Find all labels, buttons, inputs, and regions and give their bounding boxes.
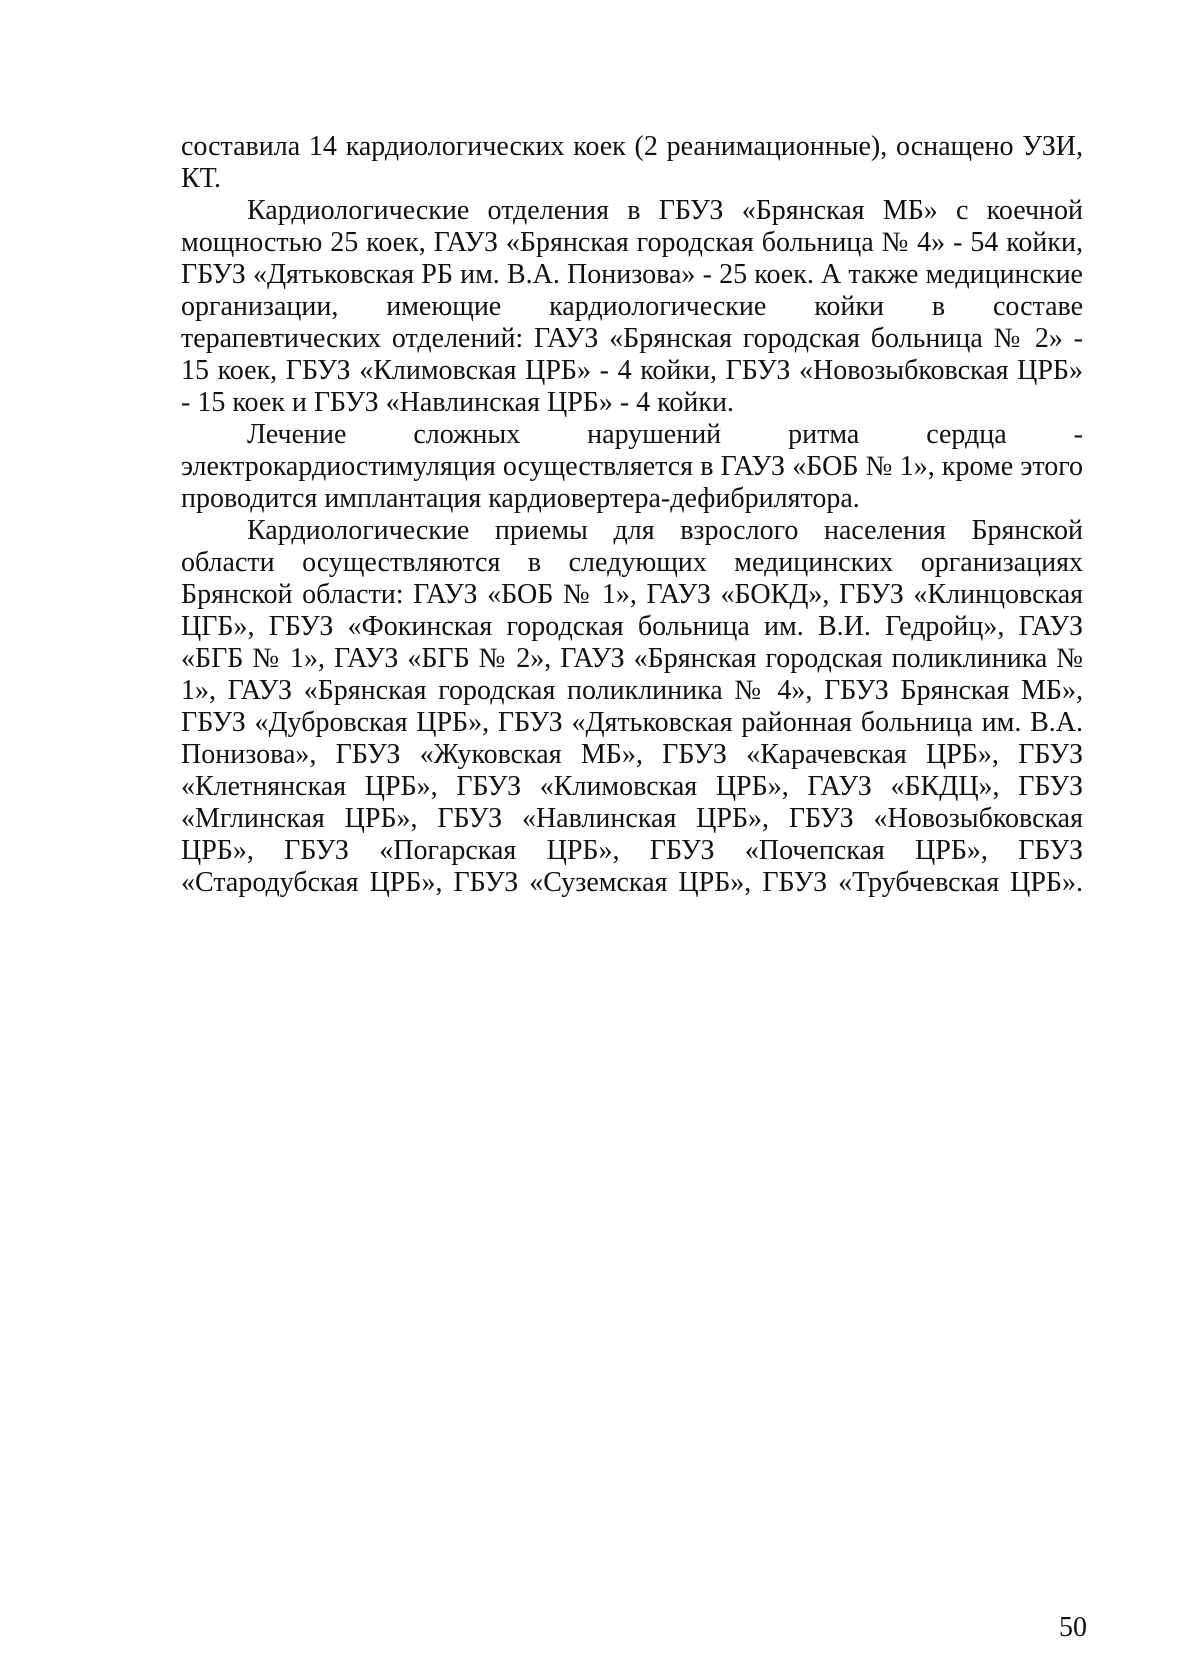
paragraph-3: Лечение сложных нарушений ритма сердца - электрокардиостимуляция осуществляется в ГАУЗ «БОБ № 1», кроме этого проводится имплантация кардиовертера-дефибрилятора. — [181, 419, 1083, 514]
page-number: 50 — [1059, 1612, 1087, 1643]
paragraph-1: составила 14 кардиологических коек (2 реанимационные), оснащено УЗИ, КТ. — [181, 131, 1083, 194]
paragraph-2: Кардиологические отделения в ГБУЗ «Брянская МБ» с коечной мощностью 25 коек, ГАУЗ «Брянская городская больница № 4» - 54 койки, ГБУЗ «Дятьковская РБ им. В.А. Понизова» - 25 коек. А также медицинские организации, имеющие кардиологические койки в составе терапевтических отделений: ГАУЗ «Брянская городская больница № 2» - 15 коек, ГБУЗ «Климовская ЦРБ» - 4 койки, ГБУЗ «Новозыбковская ЦРБ» - 15 коек и ГБУЗ «Навлинская ЦРБ» - 4 койки. — [181, 195, 1083, 418]
paragraph-4: Кардиологические приемы для взрослого населения Брянской области осуществляются в следующих медицинских организациях Брянской области: ГАУЗ «БОБ № 1», ГАУЗ «БОКД», ГБУЗ «Клинцовская ЦГБ», ГБУЗ «Фокинская городская больница им. В.И. Гедройц», ГАУЗ «БГБ № 1», ГАУЗ «БГБ № 2», ГАУЗ «Брянская городская поликлиника № 1», ГАУЗ «Брянская городская поликлиника № 4», ГБУЗ Брянская МБ», ГБУЗ «Дубровская ЦРБ», ГБУЗ «Дятьковская районная больница им. В.А. Понизова», ГБУЗ «Жуковская МБ», ГБУЗ «Карачевская ЦРБ», ГБУЗ «Клетнянская ЦРБ», ГБУЗ «Климовская ЦРБ», ГАУЗ «БКДЦ», ГБУЗ «Мглинская ЦРБ», ГБУЗ «Навлинская ЦРБ», ГБУЗ «Новозыбковская ЦРБ», ГБУЗ «Погарская ЦРБ», ГБУЗ «Почепская ЦРБ», ГБУЗ «Стародубская ЦРБ», ГБУЗ «Суземская ЦРБ», ГБУЗ «Трубчевская ЦРБ». — [181, 515, 1083, 898]
body-text — [181, 131, 1083, 899]
